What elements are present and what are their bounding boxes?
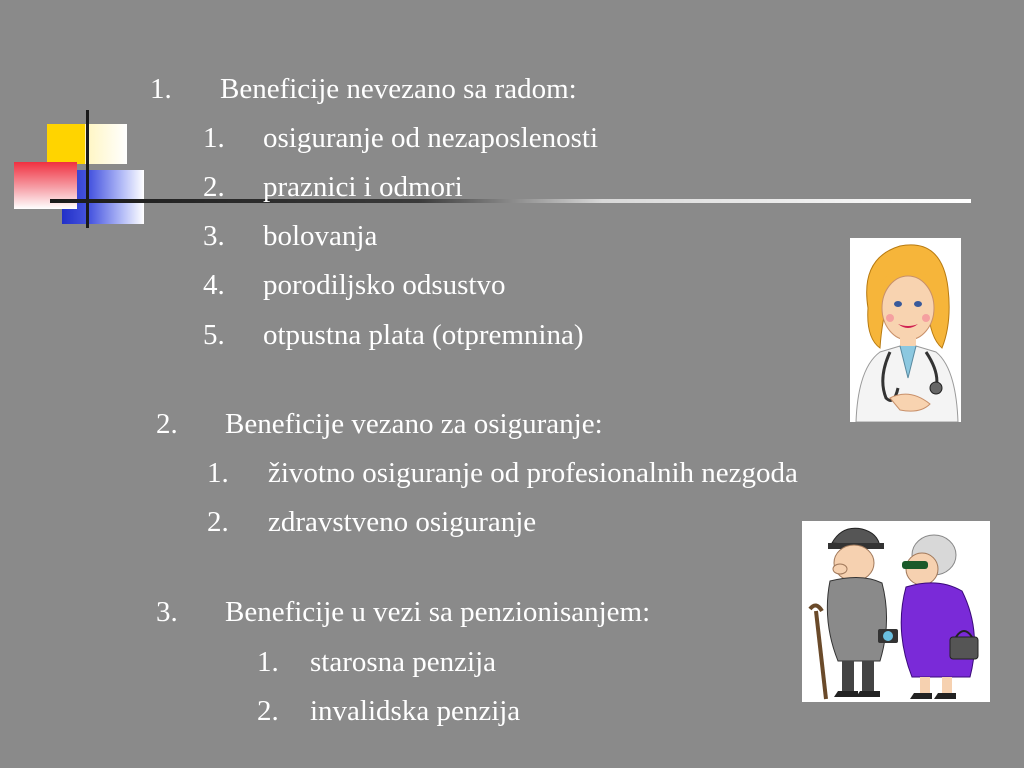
decor-vertical-line bbox=[86, 110, 89, 228]
nurse-illustration-icon bbox=[850, 238, 961, 422]
decor-yellow-square bbox=[47, 124, 85, 164]
decor-yellow-fade bbox=[85, 124, 127, 164]
elderly-couple-illustration-icon bbox=[802, 521, 990, 702]
decor-horizontal-line bbox=[50, 199, 971, 203]
nurse-illustration-icon bbox=[850, 238, 961, 422]
elderly-couple-illustration-icon bbox=[802, 521, 990, 702]
